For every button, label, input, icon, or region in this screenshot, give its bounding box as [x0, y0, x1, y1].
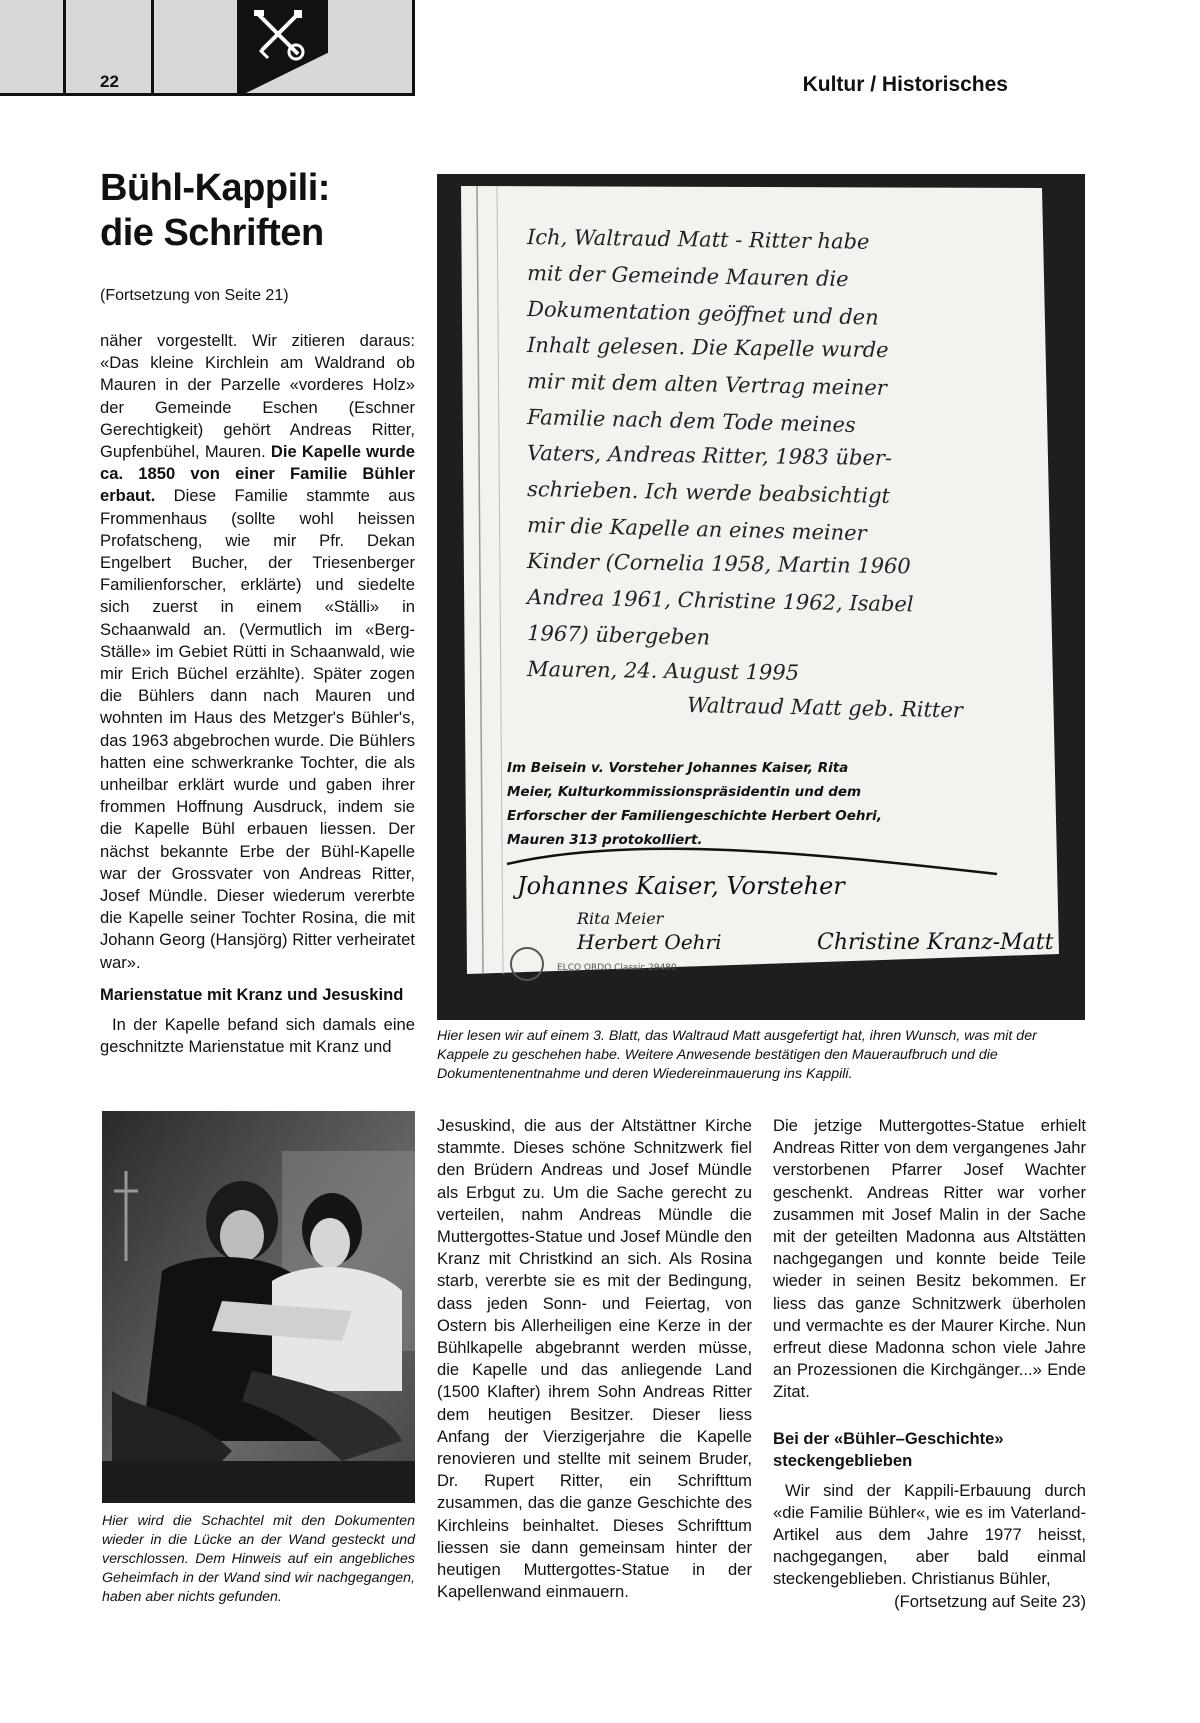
people-photo	[102, 1111, 415, 1503]
handwritten-line: Andrea 1961, Christine 1962, Isabel	[526, 585, 914, 617]
handwritten-line: mir die Kapelle an eines meiner	[526, 513, 867, 546]
handwritten-line: Waltraud Matt geb. Ritter	[686, 693, 964, 723]
handwritten-line: mir mit dem alten Vertrag meiner	[526, 369, 888, 400]
highlight-text: Die Kapelle wurde ca. 1850 von einer Familie Bühler erbaut.	[100, 442, 415, 506]
paragraph: In der Kapelle befand sich damals eine geschnitzte Marienstatue mit Kranz und	[100, 1014, 415, 1057]
page-number: 22	[100, 72, 119, 91]
headline-line-1: Bühl-Kappili:	[100, 167, 330, 209]
witness-line: Erforscher der Familiengeschichte Herbert Oehri,	[507, 808, 882, 824]
article-column-left	[100, 330, 415, 1058]
handwritten-line: schrieben. Ich werde beabsichtigt	[526, 477, 891, 508]
paragraph: Die jetzige Muttergottes-Statue erhielt Andreas Ritter von dem vergangenes Jahr verstorbenen Pfarrer Josef Wachter geschenkt. Andreas Ritter war vorher zusammen mit Josef Malin in der Sache mit der geteilten Madonna aus Altstätten nachgegangen und konnte beide Teile wieder in seinen Besitz bekommen. Er liess das ganze Schnitzwerk überholen und vermachte es der Maurer Kirche. Nun erfreut diese Madonna schon viele Jahre an Prozessionen die Kirchgänger...» Ende Zitat.	[773, 1116, 1086, 1402]
paragraph	[100, 330, 415, 974]
subheading: Bei der «Bühler–Geschichte» steckengeblieben	[773, 1428, 1004, 1470]
document-photo-caption: Hier lesen wir auf einem 3. Blatt, das Waltraud Matt ausgefertigt hat, ihren Wunsch, was mit der Kappele zu geschehen habe. Weitere Anwesende bestätigen den Maueraufbruch und die Dokumentenentnahme und deren Wiedereinmauerung ins Kappili.	[437, 1028, 1037, 1082]
signature: Herbert Oehri	[577, 930, 722, 954]
signature: Rita Meier	[577, 909, 664, 928]
handwritten-line: mit der Gemeinde Mauren die	[526, 261, 849, 292]
handwritten-line: Familie nach dem Tode meines	[526, 405, 857, 438]
headline-line-2: die Schriften	[100, 211, 324, 254]
people-photo-caption: Hier wird die Schachtel mit den Dokumenten wieder in die Lücke an der Wand gesteckt und verschlossen. Dem Hinweis auf ein angebliches Geheimfach in der Wand sind wir nachgegangen, haben aber nichts gefunden.	[102, 1513, 415, 1605]
header-cell	[0, 0, 66, 96]
handwritten-line: Inhalt gelesen. Die Kapelle wurde	[526, 333, 889, 363]
paper-brand: ELCO ORDO Classic 29480	[557, 963, 677, 973]
paragraph: Wir sind der Kappili-Erbauung durch «die Familie Bühler«, wie es im Vaterland-Artikel aus dem Jahre 1977 heisst, nachgegangen, aber bald einmal steckengeblieben. Christianus Bühler,	[773, 1480, 1086, 1589]
continuation-note: (Fortsetzung von Seite 21)	[100, 287, 289, 304]
witness-line: Im Beisein v. Vorsteher Johannes Kaiser, Rita	[507, 760, 849, 776]
handwritten-line: Vaters, Andreas Ritter, 1983 über-	[526, 441, 893, 471]
handwritten-document-photo	[437, 174, 1085, 1020]
header-cell	[328, 0, 415, 96]
handwritten-line: Kinder (Cornelia 1958, Martin 1960	[526, 549, 911, 579]
page-title	[100, 166, 420, 256]
article-column-middle	[437, 1115, 752, 1603]
handwritten-line: 1967) übergeben	[526, 621, 711, 650]
signature: Johannes Kaiser, Vorsteher	[517, 872, 845, 900]
paragraph-text: näher vorgestellt. Wir zitieren daraus: «Das kleine Kirchlein am Waldrand ob Mauren in der Parzelle «vorderes Holz» der Gemeinde Eschen (Eschner Gerechtigkeit) gehört Andreas Ritter, Gupfenbühel, Mauren.	[100, 331, 415, 462]
witness-line: Mauren 313 protokolliert.	[507, 832, 703, 848]
article-column-right	[773, 1115, 1086, 1613]
handwritten-line: Mauren, 24. August 1995	[526, 657, 800, 685]
header-cell	[154, 0, 240, 96]
witness-line: Meier, Kulturkommissionspräsidentin und dem	[507, 784, 862, 800]
handwritten-line: Dokumentation geöffnet und den	[526, 297, 879, 330]
continuation-note: (Fortsetzung auf Seite 23)	[894, 1591, 1086, 1611]
section-label: Kultur / Historisches	[802, 73, 1008, 96]
subheading: Marienstatue mit Kranz und Jesuskind	[100, 984, 404, 1004]
signature: Christine Kranz-Matt	[817, 930, 1054, 955]
paragraph-text: Diese Familie stammte aus Frommenhaus (sollte wohl heissen Profatscheng, wie mir Pfr. Dekan Engelbert Bucher, der Triesenberger Familienforscher, erklärte) und siedelte sich zuerst in einem «Ställi» in Schaanwald an. (Vermutlich im «Berg-Ställe» im Gebiet Rütti in Schaanwald, wie mir Erich Büchel erzählte). Später zogen die Bühlers dann nach Mauren und wohnten im Haus des Metzger's Bühler's, das 1963 abgebrochen wurde. Die Bühlers hatten eine schwerkranke Tochter, die als unheilbar erklärt wurde und gaben ihrer frommen Hoffnung Ausdruck, indem sie die Kapelle Bühl erbauen liessen. Der nächst bekannte Erbe der Bühl-Kapelle war der Grossvater von Andreas Ritter, Josef Mündle. Dieser wiederum vererbte die Kapelle seiner Tochter Rosina, die mit Johann Georg (Hansjörg) Ritter verheiratet war».	[100, 486, 415, 972]
handwritten-line: Ich, Waltraud Matt - Ritter habe	[526, 225, 870, 254]
header-bar	[0, 0, 415, 96]
paragraph: Jesuskind, die aus der Altstättner Kirche stammte. Dieses schöne Schnitzwerk fiel den Brüdern Andreas und Josef Mündle als Erbgut zu. Um die Sache gerecht zu verteilen, nahm Andreas Mündle die Muttergottes-Statue und Josef Mündle den Kranz mit Christkind an sich. Als Rosina starb, vererbte sie es mit der Bedingung, dass jeden Sonn- und Feiertag, von Ostern bis Allerheiligen eine Kerze in der Bühlkapelle abgebrannt werden müsse, die Kapelle und das anliegende Land (1500 Klafter) ihrem Sohn Andreas Ritter dem heutigen Besitzer. Dieser liess Anfang der Vierzigerjahre die Kapelle renovieren und stellte mit seinem Bruder, Dr. Rupert Ritter, ein Schrifttum zusammen, das die ganze Geschichte des Kirchleins beinhaltet. Dieses Schrifttum liessen sie dann gemeinsam hinter der heutigen Muttergottes-Statue in der Kapellenwand einmauern.	[437, 1116, 752, 1602]
